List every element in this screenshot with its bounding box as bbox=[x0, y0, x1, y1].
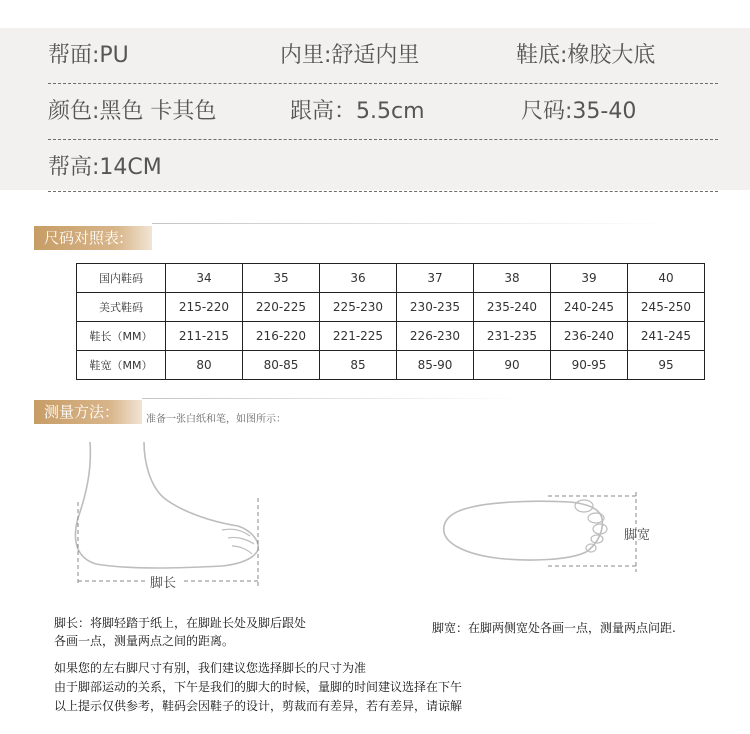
spec-row-2 bbox=[48, 84, 718, 140]
table-cell: 80 bbox=[166, 351, 243, 380]
table-cell: 231-235 bbox=[474, 322, 551, 351]
table-cell: 215-220 bbox=[166, 293, 243, 322]
table-cell: 95 bbox=[628, 351, 705, 380]
table-row bbox=[77, 264, 705, 293]
table-cell: 80-85 bbox=[243, 351, 320, 380]
table-cell: 39 bbox=[551, 264, 628, 293]
spec-row-3 bbox=[48, 144, 718, 192]
spec-size-range: 尺码:35-40 bbox=[521, 99, 637, 124]
table-row bbox=[77, 293, 705, 322]
table-cell: 225-230 bbox=[320, 293, 397, 322]
foot-top-illustration bbox=[440, 488, 660, 578]
spec-shaft: 帮高:14CM bbox=[48, 155, 162, 180]
advice-line1: 如果您的左右脚尺寸有别，我们建议您选择脚长的尺寸为准 bbox=[54, 661, 367, 675]
measure-note: 准备一张白纸和笔，如图所示： bbox=[146, 414, 286, 425]
table-cell: 220-225 bbox=[243, 293, 320, 322]
table-cell: 85-90 bbox=[397, 351, 474, 380]
table-row-label: 鞋宽（MM） bbox=[77, 351, 166, 380]
spec-lining: 内里:舒适内里 bbox=[280, 43, 420, 68]
size-table bbox=[76, 263, 705, 380]
table-cell: 90-95 bbox=[551, 351, 628, 380]
foot-width-label: 脚宽 bbox=[624, 528, 651, 543]
advice-line2: 由于脚部运动的关系，下午是我们的脚大的时候，量脚的时间建议选择在下午 bbox=[54, 680, 463, 694]
foot-length-label: 脚长 bbox=[150, 576, 177, 591]
length-desc-line1: 脚长：将脚轻踏于纸上，在脚趾长处及脚后跟处 bbox=[54, 616, 307, 630]
width-desc-line: 脚宽：在脚两侧宽处各画一点，测量两点问距. bbox=[432, 621, 676, 635]
table-cell: 40 bbox=[628, 264, 705, 293]
spec-sole: 鞋底:橡胶大底 bbox=[516, 43, 656, 68]
length-desc-line2: 各画一点，测量两点之间的距离。 bbox=[54, 634, 235, 648]
table-cell: 211-215 bbox=[166, 322, 243, 351]
table-row-label: 鞋长（MM） bbox=[77, 322, 166, 351]
table-cell: 35 bbox=[243, 264, 320, 293]
table-cell: 34 bbox=[166, 264, 243, 293]
table-cell: 85 bbox=[320, 351, 397, 380]
table-cell: 36 bbox=[320, 264, 397, 293]
table-cell: 235-240 bbox=[474, 293, 551, 322]
table-cell: 236-240 bbox=[551, 322, 628, 351]
table-cell: 216-220 bbox=[243, 322, 320, 351]
table-cell: 240-245 bbox=[551, 293, 628, 322]
spec-row-1 bbox=[48, 28, 718, 84]
table-cell: 241-245 bbox=[628, 322, 705, 351]
divider bbox=[142, 398, 522, 399]
table-row-label: 国内鞋码 bbox=[77, 264, 166, 293]
spec-heel: 跟高：5.5cm bbox=[290, 99, 425, 124]
table-row-label: 美式鞋码 bbox=[77, 293, 166, 322]
spec-upper: 帮面:PU bbox=[48, 43, 129, 68]
table-cell: 226-230 bbox=[397, 322, 474, 351]
table-cell: 245-250 bbox=[628, 293, 705, 322]
size-chart-title: 尺码对照表: bbox=[34, 226, 152, 250]
table-cell: 230-235 bbox=[397, 293, 474, 322]
spec-color: 颜色:黑色 卡其色 bbox=[48, 99, 217, 124]
table-cell: 37 bbox=[397, 264, 474, 293]
table-cell: 221-225 bbox=[320, 322, 397, 351]
foot-side-icon bbox=[72, 440, 282, 600]
foot-side-illustration bbox=[72, 440, 282, 600]
divider bbox=[152, 223, 672, 224]
table-cell: 38 bbox=[474, 264, 551, 293]
table-cell: 90 bbox=[474, 351, 551, 380]
table-row bbox=[77, 351, 705, 380]
table-row bbox=[77, 322, 705, 351]
measure-method-title: 测量方法： bbox=[34, 400, 142, 424]
advice-line3: 以上提示仅供参考，鞋码会因鞋子的设计，剪裁而有差异，若有差异，请谅解 bbox=[54, 699, 463, 713]
